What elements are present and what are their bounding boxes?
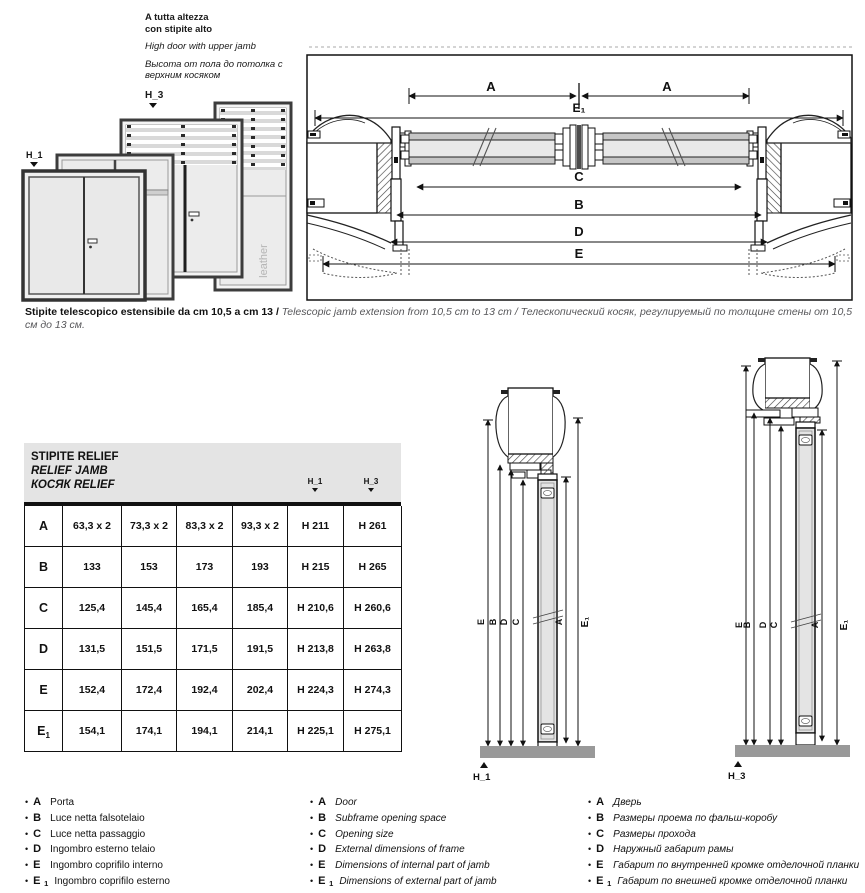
dim-c: C xyxy=(574,169,584,184)
relief-jamb-table xyxy=(24,443,401,752)
table-cell: 93,3 x 2 xyxy=(233,506,288,547)
dim-a: A xyxy=(554,618,564,626)
table-row xyxy=(25,670,401,711)
table-cell: 154,1 xyxy=(63,711,122,752)
table-cell: H 213,8 xyxy=(288,629,344,670)
table-cell: 151,5 xyxy=(122,629,177,670)
dim-d: D xyxy=(574,224,584,239)
table-cell: 194,1 xyxy=(177,711,233,752)
table-cell: 185,4 xyxy=(233,588,288,629)
row-label: A xyxy=(25,506,63,547)
door-handle xyxy=(189,212,199,216)
note-ru-line2: верхним косяком xyxy=(145,70,221,81)
row-label: E 1 xyxy=(25,711,63,752)
bullet-icon: • xyxy=(25,797,29,807)
table-row xyxy=(25,506,401,547)
dim-c: C xyxy=(511,618,521,626)
table-cell: H 215 xyxy=(288,547,344,588)
legend-item: • D Наружный габарит рамы xyxy=(588,843,734,856)
bullet-icon: • xyxy=(25,860,29,871)
bullet-icon: • xyxy=(25,844,29,855)
dim-b: B xyxy=(742,621,752,629)
table-cell: H 211 xyxy=(288,506,344,547)
leather-finish-label: leather xyxy=(258,244,270,278)
legend-item: • A Porta xyxy=(25,796,75,808)
table-cell: 152,4 xyxy=(63,670,122,711)
table-title-en: RELIEF JAMB xyxy=(31,465,108,477)
dim-b: B xyxy=(574,197,584,212)
caption xyxy=(25,306,857,332)
bullet-icon: • xyxy=(25,812,29,823)
table-cell: 173 xyxy=(177,547,233,588)
caption-en-ru: Telescopic jamb extension from 10,5 cm to 13 cm / Телескопический косяк, регулируемый по толщине стены от 10,5 см до 13 см. xyxy=(25,306,853,331)
legend-item: • C Luce netta passaggio xyxy=(25,827,146,840)
table-cell: 153 xyxy=(122,547,177,588)
table-cell: 73,3 x 2 xyxy=(122,506,177,547)
dim-e: E xyxy=(574,246,584,261)
up-arrow-icon xyxy=(734,761,742,767)
up-arrow-icon xyxy=(480,762,488,768)
table-cell: H 224,3 xyxy=(288,670,344,711)
horizontal-section-drawing xyxy=(305,17,860,302)
table-cell: 214,1 xyxy=(233,711,288,752)
down-arrow-icon xyxy=(30,162,38,167)
door-stack-illustration xyxy=(15,96,300,308)
legend-item: • E Габарит по внутренней кромке отделочной планки xyxy=(588,859,860,872)
legend-english xyxy=(310,795,592,890)
table-cell: 174,1 xyxy=(122,711,177,752)
bullet-icon: • xyxy=(588,860,592,871)
table-cell: 202,4 xyxy=(233,670,288,711)
table-cell: 193 xyxy=(233,547,288,588)
legend-item: • E Dimensions of internal part of jamb xyxy=(310,859,490,872)
table-title-it: STIPITE RELIEF xyxy=(31,451,119,463)
legend-item: • E Ingombro coprifilo interno xyxy=(25,859,163,872)
row-label: E xyxy=(25,670,63,711)
dim-e: E xyxy=(734,621,744,629)
legend-italian xyxy=(25,795,307,890)
legend-item: • A Дверь xyxy=(588,796,642,808)
dim-a: A xyxy=(810,621,820,629)
dim-e1: E₁ xyxy=(580,616,591,628)
bullet-icon: • xyxy=(310,875,314,886)
table-row xyxy=(25,711,401,752)
table-cell: H 261 xyxy=(344,506,402,547)
table-cell: H 265 xyxy=(344,547,402,588)
table-cell: H 210,6 xyxy=(288,588,344,629)
legend-item: • C Opening size xyxy=(310,827,394,840)
bullet-icon: • xyxy=(588,797,592,807)
dimension-labels xyxy=(486,79,672,261)
bullet-icon: • xyxy=(588,812,592,823)
bullet-icon: • xyxy=(588,828,592,839)
dim-d: D xyxy=(758,621,768,629)
h3-floor-label: H_3 xyxy=(728,771,746,782)
table-cell: 172,4 xyxy=(122,670,177,711)
door-handle xyxy=(88,239,97,243)
floor-bar xyxy=(735,745,850,757)
legend-item: • A Door xyxy=(310,796,357,808)
bullet-icon: • xyxy=(310,860,314,871)
note-en: High door with upper jamb xyxy=(145,41,256,52)
section-left-half xyxy=(307,115,578,277)
table-title-ru: КОСЯК RELIEF xyxy=(31,479,115,491)
table-cell: 133 xyxy=(63,547,122,588)
bullet-icon: • xyxy=(25,828,29,839)
dimension-labels xyxy=(734,620,850,631)
note-it-line2: con stipite alto xyxy=(145,23,213,35)
bullet-icon: • xyxy=(310,812,314,823)
table-cell: 83,3 x 2 xyxy=(177,506,233,547)
dim-e: E xyxy=(476,618,486,626)
h3-height-label: H_3 xyxy=(145,89,164,101)
table-cell: H 274,3 xyxy=(344,670,402,711)
wall-and-jamb xyxy=(746,358,822,425)
note-it-line1: A tutta altezza xyxy=(145,12,209,23)
bullet-icon: • xyxy=(25,875,29,886)
table-cell: 192,4 xyxy=(177,670,233,711)
legend-item: • C Размеры прохода xyxy=(588,827,696,840)
row-label: D xyxy=(25,629,63,670)
table-header xyxy=(24,443,401,505)
bullet-icon: • xyxy=(310,797,314,807)
vertical-section-h1 xyxy=(455,350,665,785)
down-arrow-icon xyxy=(312,488,318,492)
legend-item: • D Ingombro esterno telaio xyxy=(25,843,156,856)
dim-d: D xyxy=(499,618,509,626)
column-header-h3: H_3 xyxy=(354,477,388,492)
legend-item: • B Luce netta falsotelaio xyxy=(25,811,145,824)
legend-item: • B Subframe opening space xyxy=(310,811,447,824)
h1-floor-label: H_1 xyxy=(473,772,491,783)
table-row xyxy=(25,547,401,588)
wall-and-jamb xyxy=(496,388,565,478)
table-cell: H 225,1 xyxy=(288,711,344,752)
dim-e1: E₁ xyxy=(572,101,586,115)
dim-a-right: A xyxy=(662,79,672,94)
caption-it: Stipite telescopico estensibile da cm 10,5 a cm 13 / xyxy=(25,306,282,318)
bullet-icon: • xyxy=(310,844,314,855)
dim-e1: E₁ xyxy=(839,619,850,631)
door-panel xyxy=(791,422,821,745)
note-ru-line1: Высота от пола до потолка с xyxy=(145,58,283,70)
table-cell: 165,4 xyxy=(177,588,233,629)
header-note xyxy=(145,12,283,108)
row-label: B xyxy=(25,547,63,588)
bullet-icon: • xyxy=(310,828,314,839)
table-cell: H 275,1 xyxy=(344,711,402,752)
table-row xyxy=(25,629,401,670)
door-panel xyxy=(533,474,563,748)
column-header-h1: H_1 xyxy=(298,477,332,492)
table-cell: H 263,8 xyxy=(344,629,402,670)
vertical-section-h3 xyxy=(688,338,865,785)
bullet-icon: • xyxy=(588,875,592,886)
dim-c: C xyxy=(769,621,779,629)
legend-item: • D External dimensions of frame xyxy=(310,843,465,856)
down-arrow-icon xyxy=(368,488,374,492)
legend-item: • E 1 Габарит по внешней кромке отделочной планки xyxy=(588,874,848,888)
table-cell: 171,5 xyxy=(177,629,233,670)
floor-bar xyxy=(480,746,595,758)
table-cell: 63,3 x 2 xyxy=(63,506,122,547)
bullet-icon: • xyxy=(588,844,592,855)
table-cell: 191,5 xyxy=(233,629,288,670)
legend-item: • E 1 Ingombro coprifilo esterno xyxy=(25,874,170,888)
table-cell: 125,4 xyxy=(63,588,122,629)
dim-b: B xyxy=(488,618,498,626)
door-leaf-1 xyxy=(23,171,145,300)
section-right-half xyxy=(580,115,851,277)
legend-item: • E 1 Dimensions of external part of jamb xyxy=(310,874,497,888)
dim-a-left: A xyxy=(486,79,496,94)
table-cell: 131,5 xyxy=(63,629,122,670)
row-label: C xyxy=(25,588,63,629)
legend-russian xyxy=(588,795,865,890)
legend-item: • B Размеры проема по фальш-коробу xyxy=(588,811,778,824)
table-cell: 145,4 xyxy=(122,588,177,629)
table-row xyxy=(25,588,401,629)
h1-height-label: H_1 xyxy=(26,150,43,160)
table-cell: H 260,6 xyxy=(344,588,402,629)
table-body xyxy=(24,505,401,752)
